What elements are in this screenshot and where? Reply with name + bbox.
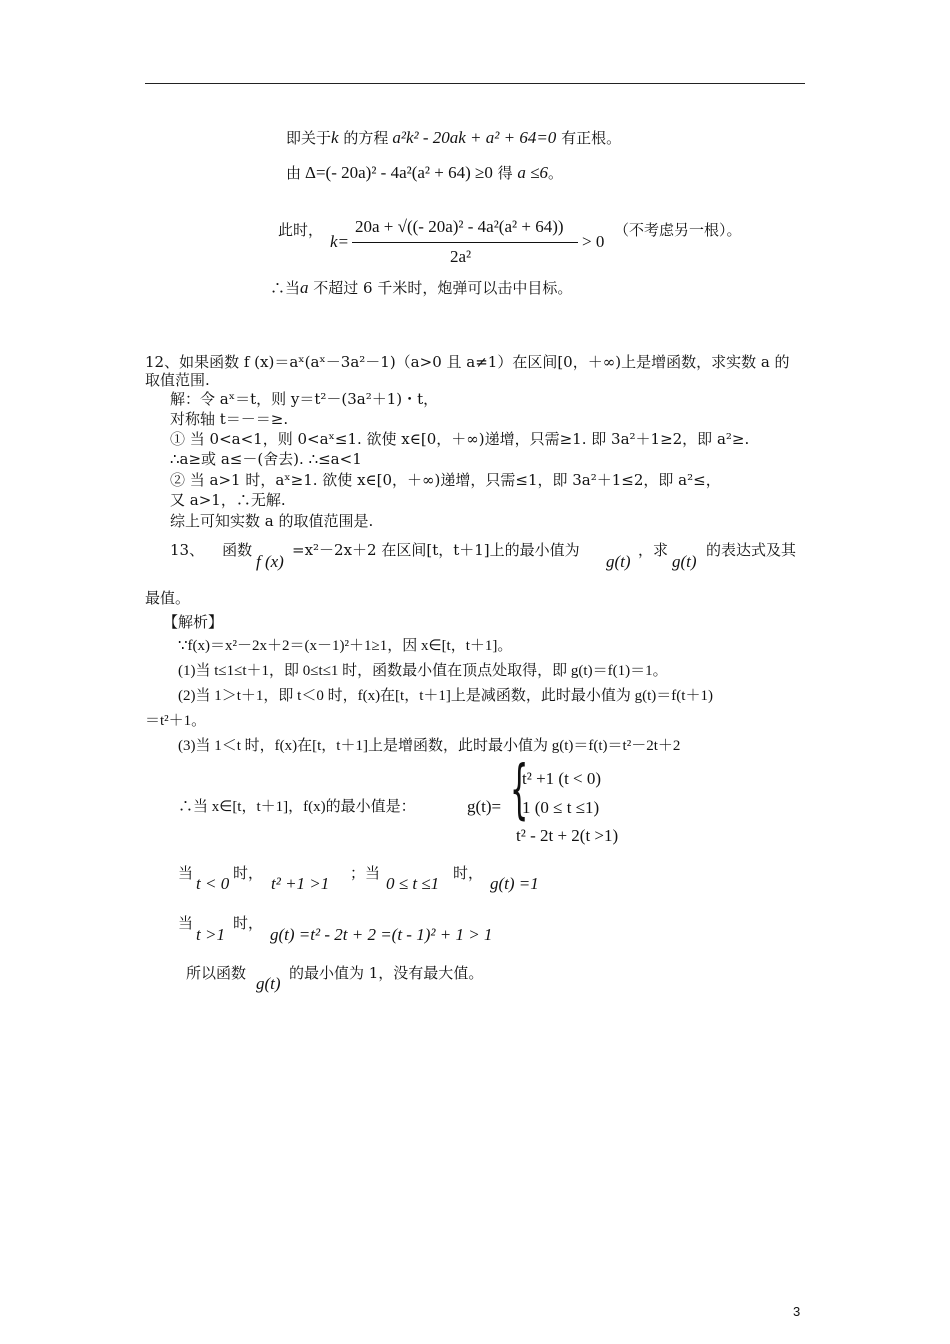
s13-analysis-3b: ＝t²＋1。 bbox=[145, 713, 207, 729]
equation-result: a ≤6 bbox=[517, 163, 548, 182]
text: 当 bbox=[178, 864, 194, 882]
s11-line3-head: 此时， bbox=[278, 221, 324, 239]
text: 当 bbox=[178, 914, 194, 932]
math: t >1 bbox=[196, 925, 225, 944]
text: 所以函数 bbox=[186, 964, 247, 982]
text: 的最小值为 1，没有最大值。 bbox=[289, 964, 484, 982]
s12-solution-4: ∴a≥或 a≤－(舍去). ∴≤a<1 bbox=[170, 450, 362, 468]
piecewise-brace: { bbox=[510, 753, 529, 827]
text: 时， bbox=[233, 864, 264, 882]
header-rule bbox=[145, 83, 805, 84]
page-number: 3 bbox=[793, 1304, 801, 1319]
piecewise-case-3: t² - 2t + 2(t >1) bbox=[516, 826, 619, 845]
var-a: a bbox=[300, 278, 309, 297]
text: 的表达式及其 bbox=[706, 541, 797, 559]
var-k: k bbox=[331, 128, 339, 147]
s11-note: （不考虑另一根）。 bbox=[614, 221, 742, 239]
text: 的方程 bbox=[338, 129, 389, 147]
s13-g-t: g(t) bbox=[606, 552, 631, 571]
s13-f-def: =x²－2x＋2 在区间[t，t＋1]上的最小值为 bbox=[292, 541, 580, 559]
s11-line4 bbox=[270, 278, 572, 298]
math: 0 ≤ t ≤1 bbox=[386, 874, 440, 893]
s13-analysis-5: ∴当 x∈[t，t＋1]，f(x)的最小值是： bbox=[178, 799, 416, 815]
math: g(t) bbox=[256, 974, 281, 993]
fraction-bar bbox=[352, 242, 578, 243]
s12-question-line1: 12、如果函数 f (x)＝aˣ(aˣ－3a²－1)（a>0 且 a≠1）在区间[0，＋∞)上是增函数，求实数 a 的 bbox=[145, 353, 790, 371]
s13-analysis-heading: 【解析】 bbox=[163, 613, 224, 631]
s11-gt-zero: > 0 bbox=[582, 232, 605, 251]
piecewise-label: g(t)= bbox=[467, 797, 502, 816]
equation-discriminant: Δ=(- 20a)² - 4a²(a² + 64) ≥0 bbox=[305, 163, 493, 182]
math: g(t) =t² - 2t + 2 =(t - 1)² + 1 > 1 bbox=[270, 925, 493, 944]
text: 时， bbox=[233, 914, 264, 932]
text: 。 bbox=[548, 164, 564, 182]
s13-question-line1 bbox=[170, 540, 252, 560]
s11-fraction-numerator: 20a + √((- 20a)² - 4a²(a² + 64)) bbox=[355, 217, 564, 236]
s12-solution-2: 对称轴 t＝－＝≥. bbox=[170, 410, 289, 428]
s13-analysis-4: (3)当 1＜t 时，f(x)在[t，t＋1]上是增函数，此时最小值为 g(t)＝f(t)＝t²－2t＋2 bbox=[178, 738, 681, 754]
s11-line1 bbox=[286, 128, 621, 148]
math: t < 0 bbox=[196, 874, 230, 893]
s13-f-x: f (x) bbox=[256, 552, 284, 571]
text: ∴当 bbox=[270, 279, 301, 297]
piecewise-case-1: t² +1 (t < 0) bbox=[522, 769, 602, 788]
text: 不超过 6 千米时，炮弹可以击中目标。 bbox=[308, 279, 573, 297]
s12-solution-5: ② 当 a>1 时，aˣ≥1. 欲使 x∈[0，＋∞)递增，只需≤1，即 3a²＋1≤2，即 a²≤， bbox=[170, 471, 721, 489]
s13-question-line2: 最值。 bbox=[145, 589, 191, 607]
s12-solution-6: 又 a>1，∴无解. bbox=[170, 491, 286, 509]
s11-line2 bbox=[286, 163, 563, 183]
piecewise-case-2: 1 (0 ≤ t ≤1) bbox=[522, 798, 600, 817]
s13-analysis-1: ∵f(x)＝x²－2x＋2＝(x－1)²＋1≥1，因 x∈[t，t＋1]。 bbox=[178, 638, 513, 654]
text: 得 bbox=[492, 164, 518, 182]
s13-analysis-3: (2)当 1＞t＋1，即 t＜0 时，f(x)在[t，t＋1]上是减函数，此时最小值为 g(t)＝f(t＋1) bbox=[178, 688, 713, 704]
text: 有正根。 bbox=[556, 129, 622, 147]
s13-g-t-2: g(t) bbox=[672, 552, 697, 571]
s12-solution-3: ① 当 0<a<1，则 0<aˣ≤1. 欲使 x∈[0，＋∞)递增，只需≥1. 即 3a²＋1≥2，即 a²≥. bbox=[170, 430, 750, 448]
text: ，求 bbox=[638, 541, 669, 559]
equation: a²k² - 20ak + a² + 64=0 bbox=[392, 128, 557, 147]
text: 函数 bbox=[222, 541, 253, 559]
math: t² +1 >1 bbox=[271, 874, 330, 893]
s11-k-eq: k= bbox=[330, 232, 350, 251]
text: 13、 bbox=[170, 541, 205, 559]
math: g(t) =1 bbox=[490, 874, 539, 893]
text: 时， bbox=[453, 864, 484, 882]
text: 即关于 bbox=[286, 129, 332, 147]
s13-analysis-2: (1)当 t≤1≤t＋1，即 0≤t≤1 时，函数最小值在顶点处取得，即 g(t)＝f(1)＝1。 bbox=[178, 663, 668, 679]
s12-solution-7: 综上可知实数 a 的取值范围是. bbox=[170, 512, 374, 530]
s12-solution-1: 解：令 aˣ＝t，则 y＝t²－(3a²＋1)・t， bbox=[170, 390, 439, 408]
text: ；当 bbox=[350, 864, 381, 882]
s11-fraction-denominator: 2a² bbox=[450, 247, 472, 266]
s12-question-line2: 取值范围. bbox=[145, 371, 210, 389]
text: 由 bbox=[286, 164, 302, 182]
